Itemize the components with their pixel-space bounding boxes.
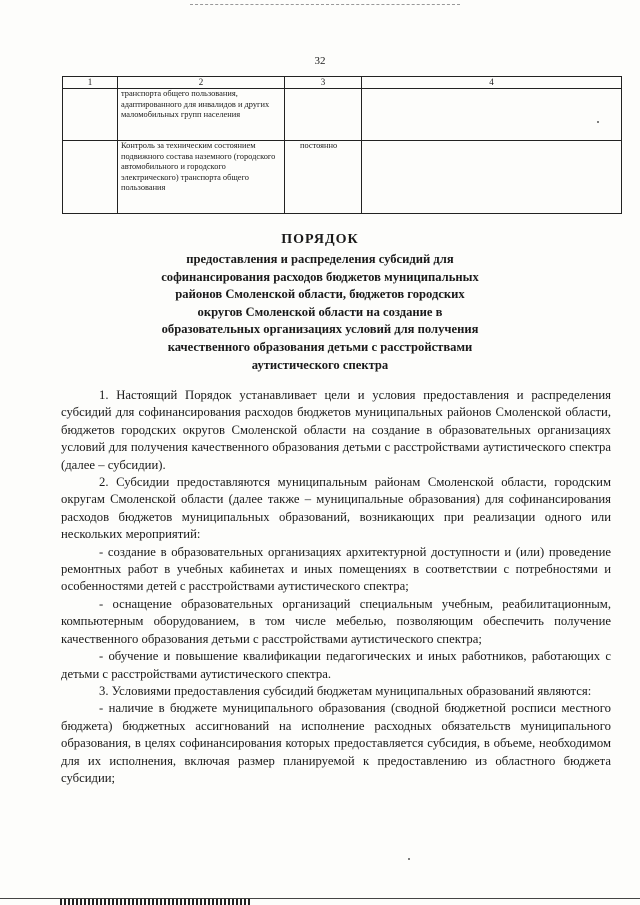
page-number: 32: [314, 55, 326, 67]
table-cell: [118, 141, 285, 214]
subtitle-line: качественного образования детьми с расстройствами: [167, 339, 473, 354]
table-cell: [285, 141, 362, 214]
subtitle-line: образовательных организациях условий для получения: [161, 322, 479, 337]
scan-dot: [408, 858, 410, 860]
paragraph: 2. Субсидии предоставляются муниципальным районам Смоленской области, городским округам Смоленской области (далее также – муниципальные образования) для софинансирования расходов бюджетов муниципальных образований, возникающих при реализации одного или нескольких мероприятий:: [61, 475, 611, 542]
table-cell-text: Контроль за техническим состоянием подвижного состава наземного (городского автомобильного и городского электрического) транспорта общего пользования: [121, 141, 276, 193]
scan-artifact-top: [190, 4, 460, 7]
scan-edge-marks: [60, 899, 250, 905]
table-row: [63, 141, 622, 214]
table-header-row: [63, 77, 622, 89]
document-body: [61, 387, 611, 787]
table-header-cell: 4: [362, 77, 622, 89]
scan-artifact-bottom: [0, 893, 640, 905]
paragraph: 1. Настоящий Порядок устанавливает цели и условия предоставления и распределения субсидий для софинансирования расходов бюджетов муниципальных районов Смоленской области, бюджетов городских округов Смоленской области на создание в образовательных организациях условий для получения качественного образования детьми с расстройствами аутистического спектра (далее – субсидии).: [61, 388, 611, 472]
table-cell: [63, 89, 118, 141]
subtitle-line: округов Смоленской области на создание в: [197, 304, 443, 319]
scan-dot: [597, 121, 599, 123]
table-header-cell: 3: [285, 77, 362, 89]
subtitle-line: софинансирования расходов бюджетов муниципальных: [161, 269, 479, 284]
table-cell: [118, 89, 285, 141]
subtitle-line: районов Смоленской области, бюджетов городских: [175, 287, 465, 302]
list-item: - оснащение образовательных организаций специальным учебным, реабилитационным, компьютерным оборудованием, в том числе мебелью, позволяющим обеспечить получение качественного образования детьми с расстройствами аутистического спектра;: [61, 596, 611, 646]
document-title-block: [0, 232, 640, 374]
table-header-cell: 2: [118, 77, 285, 89]
list-item: - наличие в бюджете муниципального образования (сводной бюджетной росписи местного бюджета) бюджетных ассигнований на исполнение расходных обязательств муниципального образования, в целях софинансирования которых предоставляется субсидия, в объеме, необходимом для их исполнения, включая размер планируемой к предоставлению из областного бюджета субсидии;: [61, 701, 611, 785]
table-row: [63, 89, 622, 141]
document-title: ПОРЯДОК: [281, 232, 359, 247]
subtitle-line: аутистического спектра: [251, 357, 389, 372]
table-cell: [362, 141, 622, 214]
list-item: - обучение и повышение квалификации педагогических и иных работников, работающих с детьми с расстройствами аутистического спектра.: [61, 649, 611, 681]
subtitle-line: предоставления и распределения субсидий для: [186, 252, 454, 266]
table-cell-text: транспорта общего пользования, адаптированного для инвалидов и других маломобильных групп населения: [121, 89, 270, 120]
continuation-table: [62, 76, 622, 214]
table-header-cell: 1: [63, 77, 118, 89]
paragraph: 3. Условиями предоставления субсидий бюджетам муниципальных образований являются:: [99, 683, 592, 698]
table-cell: [285, 89, 362, 141]
table-cell: [362, 89, 622, 141]
table-cell: [63, 141, 118, 214]
list-item: - создание в образовательных организациях архитектурной доступности и (или) проведение ремонтных работ в учебных кабинетах и иных помещениях в соответствии с потребностями и особенностями детей с расстройствами аутистического спектра;: [61, 544, 611, 594]
table-cell-text: постоянно: [300, 141, 338, 150]
document-subtitle: [0, 251, 640, 374]
